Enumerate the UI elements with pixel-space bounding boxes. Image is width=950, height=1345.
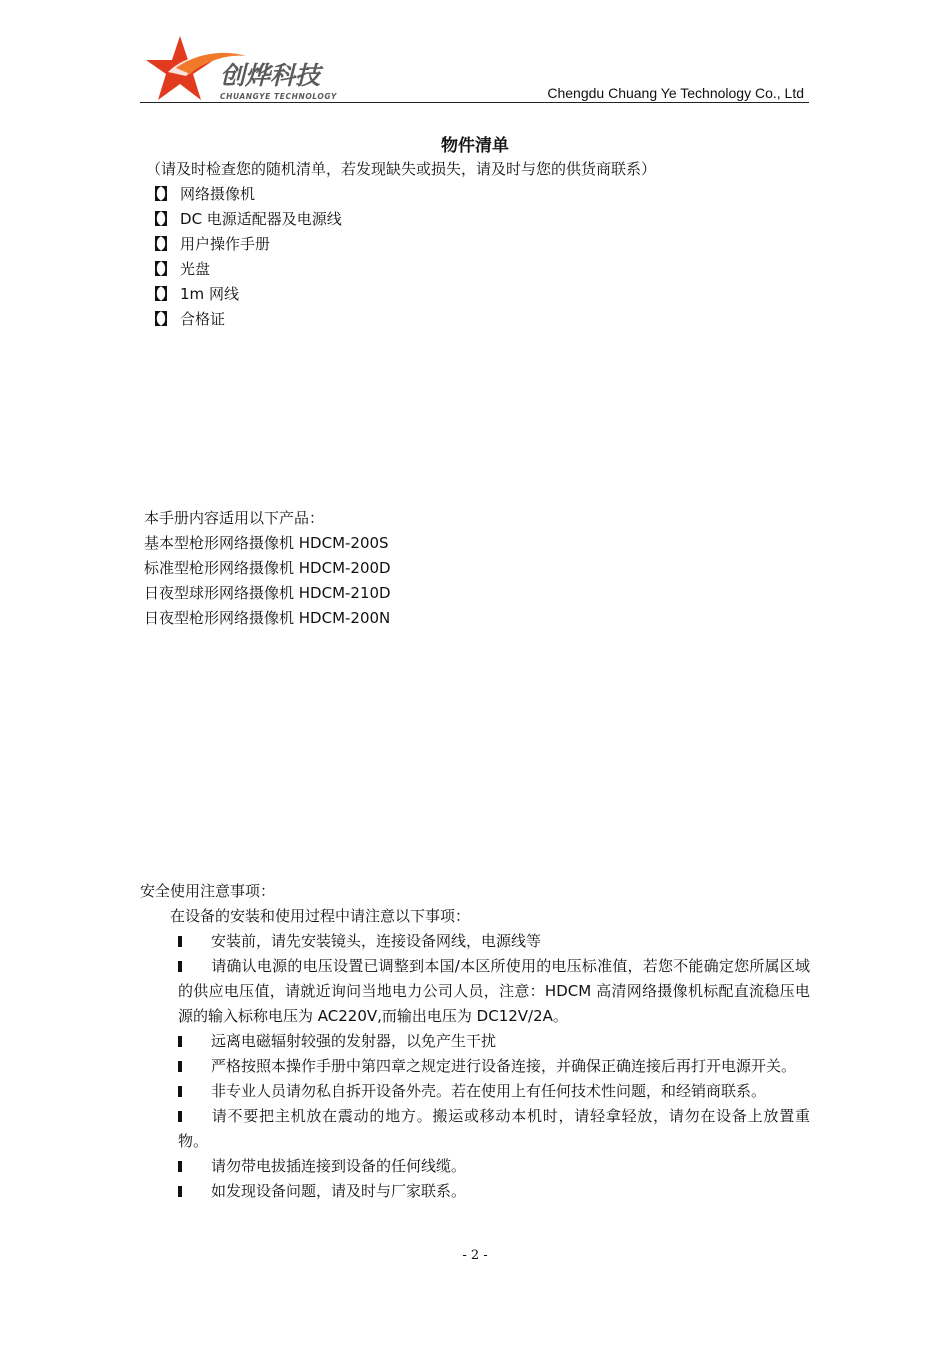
safety-item	[176, 954, 810, 1029]
checklist-item	[146, 182, 342, 207]
safety-item-text: 如发现设备问题，请及时与厂家联系。	[211, 1182, 467, 1200]
safety-item	[176, 1079, 810, 1104]
checkbox-marker: 【】	[146, 235, 177, 253]
checklist-title: 物件清单	[441, 136, 509, 156]
safety-intro: 在设备的安装和使用过程中请注意以下事项：	[170, 907, 471, 925]
bullet-icon	[178, 961, 182, 972]
company-name: Chengdu Chuang Ye Technology Co., Ltd	[547, 85, 804, 101]
safety-item-text: 安装前，请先安装镜头，连接设备网线，电源线等	[211, 932, 542, 950]
page-number: - 2 -	[462, 1248, 488, 1263]
safety-item	[176, 929, 810, 954]
checklist-item-label: 网络摄像机	[180, 185, 256, 203]
checklist-item	[146, 207, 342, 232]
safety-item-text: 请勿带电拔插连接到设备的任何线缆。	[211, 1157, 467, 1175]
product-item: 日夜型球形网络摄像机 HDCM-210D	[144, 584, 391, 602]
logo-chinese-text: 创烨科技	[220, 61, 321, 90]
safety-item-text: 请不要把主机放在震动的地方。搬运或移动本机时，请轻拿轻放，请勿在设备上放置重物。	[178, 1107, 810, 1150]
product-item: 基本型枪形网络摄像机 HDCM-200S	[144, 534, 389, 552]
bullet-icon	[178, 1111, 182, 1122]
safety-item	[176, 1104, 810, 1154]
header-divider	[140, 102, 809, 103]
product-list	[144, 506, 391, 631]
product-item: 标准型枪形网络摄像机 HDCM-200D	[144, 559, 391, 577]
bullet-icon	[178, 1036, 182, 1047]
checkbox-marker: 【】	[146, 210, 177, 228]
safety-item-text: 请确认电源的电压设置已调整到本国/本区所使用的电压标准值，若您不能确定您所属区域的供应电压值，请就近询问当地电力公司人员，注意：HDCM 高清网络摄像机标配直流稳压电源的输入标称电压为 AC220V,而输出电压为 DC12V/2A。	[178, 957, 810, 1025]
checkbox-marker: 【】	[146, 260, 177, 278]
bullet-icon	[178, 1161, 182, 1172]
logo-english-text: CHUANGYE TECHNOLOGY	[220, 92, 337, 101]
bullet-icon	[178, 1186, 182, 1197]
safety-heading: 安全使用注意事项：	[140, 882, 276, 900]
bullet-icon	[178, 1061, 182, 1072]
checklist-item	[146, 282, 342, 307]
checklist-item	[146, 232, 342, 257]
checklist-item-label: DC 电源适配器及电源线	[180, 210, 342, 228]
checklist-item	[146, 257, 342, 282]
checklist-item-label: 1m 网线	[180, 285, 239, 303]
checkbox-marker: 【】	[146, 185, 177, 203]
company-logo	[146, 32, 361, 104]
checkbox-marker: 【】	[146, 285, 177, 303]
bullet-icon	[178, 1086, 182, 1097]
safety-item	[176, 1029, 810, 1054]
product-item: 日夜型枪形网络摄像机 HDCM-200N	[144, 609, 391, 627]
safety-item	[176, 1179, 810, 1204]
checklist	[146, 182, 342, 332]
checklist-item	[146, 307, 342, 332]
safety-item-text: 严格按照本操作手册中第四章之规定进行设备连接，并确保正确连接后再打开电源开关。	[211, 1057, 797, 1075]
safety-item	[176, 1054, 810, 1079]
safety-list	[176, 929, 810, 1204]
safety-item-text: 非专业人员请勿私自拆开设备外壳。若在使用上有任何技术性问题，和经销商联系。	[211, 1082, 767, 1100]
product-list-intro: 本手册内容适用以下产品：	[144, 509, 325, 527]
safety-item	[176, 1154, 810, 1179]
bullet-icon	[178, 936, 182, 947]
checklist-item-label: 光盘	[180, 260, 211, 278]
checkbox-marker: 【】	[146, 310, 177, 328]
safety-item-text: 远离电磁辐射较强的发射器，以免产生干扰	[211, 1032, 497, 1050]
checklist-item-label: 用户操作手册	[180, 235, 271, 253]
checklist-notice: （请及时检查您的随机清单，若发现缺失或损失，请及时与您的供货商联系）	[146, 160, 657, 178]
checklist-item-label: 合格证	[180, 310, 226, 328]
